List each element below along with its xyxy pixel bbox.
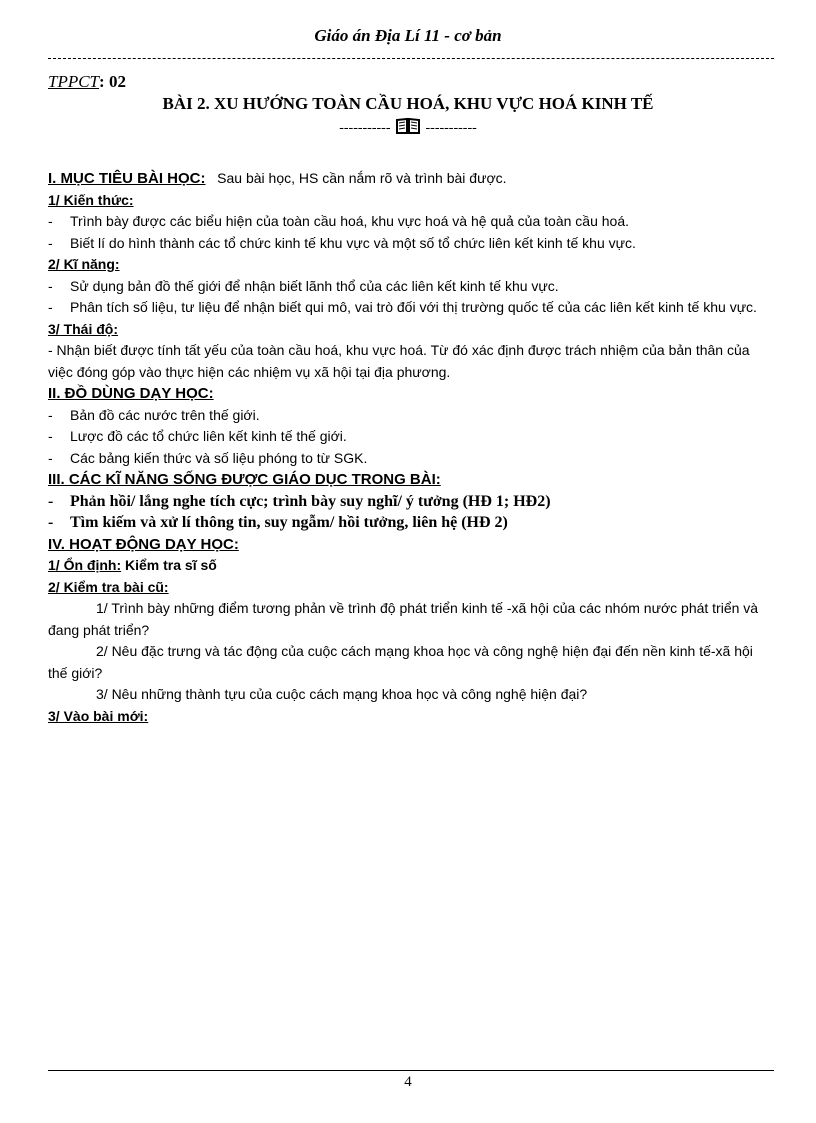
book-icon bbox=[395, 117, 421, 140]
list-item: - Bản đồ các nước trên thế giới. bbox=[48, 406, 260, 423]
attitude-heading: 3/ Thái độ: bbox=[48, 320, 118, 337]
footer-divider bbox=[48, 1070, 774, 1071]
list-item: - Trình bày được các biểu hiện của toàn cầu hoá, khu vực hoá và hệ quả của toàn cầu hoá. bbox=[48, 213, 629, 229]
content bbox=[48, 168, 772, 727]
ornament-right: ----------- bbox=[425, 120, 477, 136]
review-question: 2/ Nêu đặc trưng và tác động của cuộc cách mạng khoa học và công nghệ hiện đại đến nền kinh tế-xã hội thế giới? bbox=[48, 643, 753, 681]
knowledge-heading: 1/ Kiến thức: bbox=[48, 191, 134, 208]
list-item: - Các bảng kiến thức và số liệu phóng to từ SGK. bbox=[48, 449, 368, 466]
review-question: 3/ Nêu những thành tựu của cuộc cách mạng khoa học và công nghệ hiện đại? bbox=[96, 686, 588, 702]
ornament-left: ----------- bbox=[339, 120, 391, 136]
skills-heading: 2/ Kĩ năng: bbox=[48, 256, 120, 272]
section1-intro: Sau bài học, HS cần nắm rõ và trình bài được. bbox=[217, 170, 507, 186]
title-ornament bbox=[0, 117, 816, 140]
new-lesson-heading: 3/ Vào bài mới: bbox=[48, 707, 149, 724]
section1-line bbox=[48, 168, 772, 190]
review-heading: 2/ Kiểm tra bài cũ: bbox=[48, 578, 169, 595]
attitude-text: - Nhận biết được tính tất yếu của toàn cầu hoá, khu vực hoá. Từ đó xác định được trách nhiệm của bản thân của việc đóng góp vào thực hiện các nhiệm vụ xã hội tại địa phương. bbox=[48, 342, 750, 380]
section2-heading: II. ĐỒ DÙNG DẠY HỌC: bbox=[48, 385, 214, 402]
stabilize-text: Kiểm tra sĩ số bbox=[125, 557, 217, 573]
list-item: - Phân tích số liệu, tư liệu để nhận biết qui mô, vai trò đối với thị trường quốc tế của các liên kết kinh tế khu vực. bbox=[48, 299, 757, 315]
tppct-label: TPPCT bbox=[48, 72, 100, 91]
list-item: - Tìm kiếm và xử lí thông tin, suy ngẫm/ hồi tưởng, liên hệ (HĐ 2) bbox=[48, 514, 508, 531]
header-divider bbox=[48, 58, 774, 59]
review-question: 1/ Trình bày những điểm tương phản về trình độ phát triển kinh tế -xã hội của các nhóm nước phát triển và đang phát triển? bbox=[48, 600, 759, 638]
list-item: - Lược đồ các tổ chức liên kết kinh tế thế giới. bbox=[48, 428, 347, 444]
stabilize-label: 1/ Ổn định: bbox=[48, 557, 122, 573]
tppct bbox=[48, 72, 126, 92]
section1-heading: I. MỤC TIÊU BÀI HỌC: bbox=[48, 170, 206, 187]
section3-heading: III. CÁC KĨ NĂNG SỐNG ĐƯỢC GIÁO DỤC TRONG BÀI: bbox=[48, 471, 441, 488]
list-item: - Phản hồi/ lắng nghe tích cực; trình bày suy nghĩ/ ý tưởng (HĐ 1; HĐ2) bbox=[48, 492, 551, 510]
header-title: Giáo án Địa Lí 11 - cơ bản bbox=[314, 26, 502, 45]
section4-heading: IV. HOẠT ĐỘNG DẠY HỌC: bbox=[48, 535, 239, 553]
page-number: 4 bbox=[404, 1074, 412, 1090]
tppct-value: : 02 bbox=[99, 72, 126, 91]
list-item: - Biết lí do hình thành các tổ chức kinh tế khu vực và một số tổ chức liên kết kinh tế khu vực. bbox=[48, 234, 636, 251]
list-item: - Sử dụng bản đồ thế giới để nhận biết lãnh thổ của các liên kết kinh tế khu vực. bbox=[48, 277, 559, 294]
lesson-title: BÀI 2. XU HƯỚNG TOÀN CẦU HOÁ, KHU VỰC HOÁ KINH TẾ bbox=[162, 94, 654, 113]
